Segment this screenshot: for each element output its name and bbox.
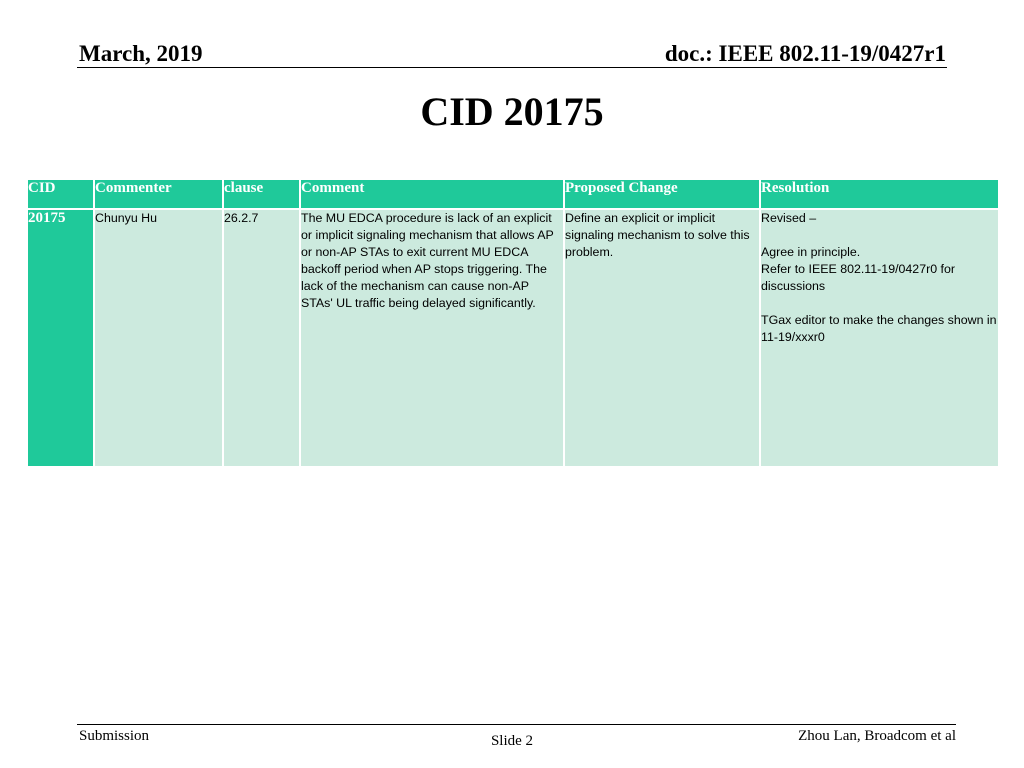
cell-commenter: Chunyu Hu bbox=[94, 209, 223, 467]
table-row bbox=[27, 209, 999, 467]
footer-divider bbox=[77, 724, 956, 725]
comment-resolution-table bbox=[26, 178, 1000, 468]
footer-submission: Submission bbox=[79, 728, 150, 744]
footer-slide-number: Slide 2 bbox=[490, 733, 534, 749]
cell-clause: 26.2.7 bbox=[223, 209, 300, 467]
resolution-line bbox=[761, 295, 998, 312]
footer-author: Zhou Lan, Broadcom et al bbox=[798, 728, 956, 744]
header-clause: clause bbox=[223, 179, 300, 209]
resolution-line bbox=[761, 227, 998, 244]
header-date: March, 2019 bbox=[79, 41, 203, 66]
slide-title: CID 20175 bbox=[420, 89, 604, 134]
header-doc-id: doc.: IEEE 802.11-19/0427r1 bbox=[664, 41, 946, 66]
header-proposed-change: Proposed Change bbox=[564, 179, 760, 209]
resolution-line: TGax editor to make the changes shown in 11-19/xxxr0 bbox=[761, 313, 997, 344]
resolution-line: Refer to IEEE 802.11-19/0427r0 for discussions bbox=[761, 262, 956, 293]
cell-proposed-change: Define an explicit or implicit signaling mechanism to solve this problem. bbox=[564, 209, 760, 467]
header-resolution: Resolution bbox=[760, 179, 999, 209]
header-comment: Comment bbox=[300, 179, 564, 209]
cell-resolution bbox=[760, 209, 999, 467]
header-cid: CID bbox=[27, 179, 94, 209]
cell-comment: The MU EDCA procedure is lack of an explicit or implicit signaling mechanism that allows AP or non-AP STAs to exit current MU EDCA backoff period when AP stops triggering. The lack of the mechanism can cause non-AP STAs' UL traffic being delayed significantly. bbox=[300, 209, 564, 467]
table-header-row bbox=[27, 179, 999, 209]
resolution-line: Revised – bbox=[761, 211, 817, 225]
cell-cid: 20175 bbox=[27, 209, 94, 467]
header-divider bbox=[77, 67, 947, 68]
resolution-line: Agree in principle. bbox=[761, 245, 861, 259]
header-commenter: Commenter bbox=[94, 179, 223, 209]
